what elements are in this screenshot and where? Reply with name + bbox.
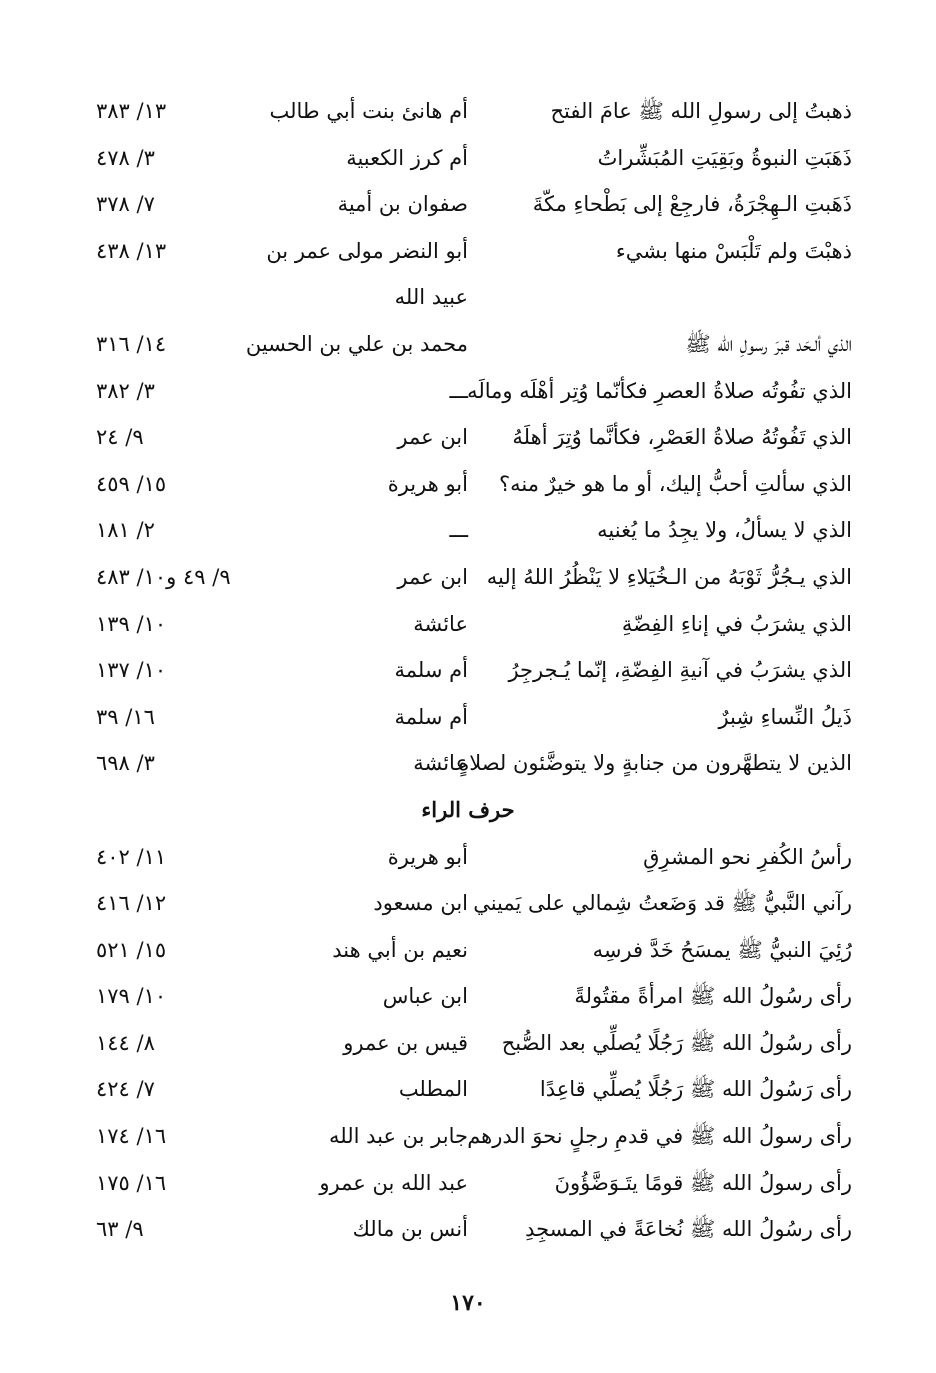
hadith-incipit: ذَيلُ النِّساءِ شِبرٌ: [718, 704, 852, 729]
index-row: [0, 88, 936, 135]
narrator: ابن مسعود: [373, 891, 468, 916]
volume-page-ref: ٩/ ٤٩ و١٠/ ٤٨٣: [96, 564, 231, 589]
hadith-incipit: الذي سألتِ أحبُّ إليك، أو ما هو خيرٌ منه؟: [498, 471, 852, 496]
volume-page-ref: ٩/ ٦٣: [96, 1217, 144, 1242]
index-row: [0, 414, 936, 461]
narrator: ابن عمر: [397, 425, 468, 450]
index-row: [0, 647, 936, 694]
index-row: [0, 601, 936, 648]
index-row: [0, 461, 936, 508]
index-row: [0, 1113, 936, 1160]
hadith-incipit: الذي تفُوتُه صلاةُ العصرِ فكأنّما وُتِر أهْلَه ومالَه: [467, 378, 852, 403]
narrator: عائشة: [413, 751, 468, 776]
volume-page-ref: ١١/ ٤٠٢: [96, 844, 167, 869]
hadith-incipit: ذَهَبَتِ النبوةُ وبَقِيَتِ المُبَشِّراتُ: [597, 145, 852, 170]
index-row: [0, 368, 936, 415]
volume-page-ref: ١٥/ ٤٥٩: [96, 471, 167, 496]
hadith-incipit: الذي يشرَبُ في إناءِ الفِضّةِ: [621, 611, 852, 636]
hadith-incipit: الذي لا يسألُ، ولا يجِدُ ما يُغنيه: [597, 518, 852, 543]
index-row: [0, 507, 936, 554]
section-heading-row: [0, 787, 936, 834]
index-row-continuation: [0, 274, 936, 321]
index-row: [0, 321, 936, 368]
volume-page-ref: ٣/ ٦٩٨: [96, 751, 155, 776]
hadith-incipit: ذهبْتَ ولم تَلْبَسْ منها بشيء: [615, 238, 852, 263]
index-row: [0, 1206, 936, 1253]
volume-page-ref: ١٦/ ١٧٥: [96, 1170, 167, 1195]
volume-page-ref: ٣/ ٤٧٨: [96, 145, 155, 170]
narrator: أبو هريرة: [387, 471, 468, 496]
narrator: أم هانئ بنت أبي طالب: [269, 99, 468, 123]
narrator: عائشة: [413, 611, 468, 636]
hadith-incipit: رأى رسُولُ الله ﷺ رَجُلًا يُصلِّي بعد الصُّبح: [501, 1030, 852, 1055]
hadith-incipit: رأى رسُولُ الله ﷺ نُخاعَةً في المسجِدِ: [525, 1217, 852, 1242]
narrator: صفوان بن أمية: [337, 192, 468, 217]
volume-page-ref: ١٠/ ١٣٩: [96, 611, 167, 636]
hadith-incipit: ذَهَبتِ الـهِجْرَةُ، فارجِعْ إلى بَطْحاءِ مكّةَ: [532, 192, 852, 217]
volume-page-ref: ٧/ ٤٢٤: [96, 1077, 155, 1102]
hadith-incipit: رُئِيَ النبيُّ ﷺ يمسَحُ خَدَّ فرسِه: [592, 937, 852, 962]
index-table: [0, 88, 936, 1253]
hadith-incipit: رآني النَّبيُّ ﷺ قد وَضَعتُ شِمالي على يَميني: [473, 891, 852, 916]
index-row: [0, 880, 936, 927]
index-row: [0, 834, 936, 881]
hadith-incipit: رأى رسولُ الله ﷺ قومًا يتَـوَضَّؤُونَ: [554, 1170, 852, 1195]
index-row: [0, 694, 936, 741]
index-row: [0, 1160, 936, 1207]
narrator: نعيم بن أبي هند: [332, 937, 468, 962]
volume-page-ref: ١٥/ ٥٢١: [96, 937, 167, 962]
narrator: أم سلمة: [394, 704, 468, 729]
index-row: [0, 181, 936, 228]
hadith-incipit: [462, 274, 852, 321]
hadith-incipit: الذين لا يتطهَّرون من جنابةٍ ولا يتوضَّئون لصلاةٍ: [458, 751, 852, 776]
hadith-incipit: رأسُ الكُفرِ نحو المشرِقِ: [643, 844, 852, 869]
index-row: [0, 1020, 936, 1067]
narrator: أبو هريرة: [387, 844, 468, 869]
hadith-incipit: الذي ألـحَد قبرَ رسولِ الله ﷺ: [685, 331, 852, 356]
narrator: ابن عمر: [397, 564, 468, 589]
volume-page-ref: ١٦/ ١٧٤: [96, 1124, 167, 1149]
narrator: عبد الله بن عمرو: [319, 1170, 468, 1195]
narrator: ابن عباس: [382, 984, 468, 1009]
narrator: المطلب: [398, 1077, 468, 1102]
index-row: [0, 973, 936, 1020]
volume-page-ref: ١٦/ ٣٩: [96, 704, 155, 729]
volume-page-ref: ١٢/ ٤١٦: [96, 891, 167, 916]
volume-page-ref: ١٠/ ١٧٩: [96, 984, 167, 1009]
volume-page-ref: ٩/ ٢٤: [96, 425, 144, 450]
volume-page-ref: [96, 274, 256, 321]
narrator: قيس بن عمرو: [343, 1030, 468, 1055]
hadith-incipit: رأى رَسُولُ الله ﷺ رَجُلًا يُصلِّي قاعِدًا: [539, 1077, 852, 1102]
page-number: ١٧٠: [450, 1290, 486, 1316]
hadith-incipit: ذهبتُ إلى رسولِ الله ﷺ عامَ الفتح: [550, 99, 852, 123]
section-heading: حرف الراء: [421, 796, 515, 822]
index-row: [0, 554, 936, 601]
narrator: أبو النضر مولى عمر بن: [266, 238, 468, 263]
volume-page-ref: ١٠/ ١٣٧: [96, 658, 167, 683]
hadith-incipit: رأى رسُولُ الله ﷺ امرأةً مقتُولةً: [574, 984, 852, 1009]
index-row: [0, 228, 936, 275]
volume-page-ref: ١٤/ ٣١٦: [96, 331, 167, 356]
narrator: ـــ: [449, 378, 468, 403]
narrator: ـــ: [449, 518, 468, 543]
hadith-incipit: الذي تَفُوتُهُ صلاةُ العَصْرِ، فكأنَّما وُتِرَ أهلَهُ: [512, 425, 852, 450]
hadith-incipit: الذي يشرَبُ في آنيةِ الفِضّةِ، إنّما يُـجرجِرُ: [508, 658, 852, 683]
index-row: [0, 740, 936, 787]
hadith-incipit: رأى رسولُ الله ﷺ في قدمِ رجلٍ نحوَ الدرهم: [467, 1124, 852, 1149]
volume-page-ref: ٧/ ٣٧٨: [96, 192, 155, 217]
volume-page-ref: ١٣/ ٣٨٣: [96, 99, 167, 123]
index-row: [0, 1066, 936, 1113]
narrator: أم كرز الكعبية: [346, 145, 468, 170]
volume-page-ref: ٢/ ١٨١: [96, 518, 155, 543]
index-row: [0, 135, 936, 182]
narrator: أم سلمة: [394, 658, 468, 683]
hadith-incipit: الذي يـجُرُّ ثَوْبَهُ من الـخُيَلاءِ لا يَنْظُرُ اللهُ إليه: [486, 564, 852, 589]
narrator: محمد بن علي بن الحسين: [245, 331, 468, 356]
volume-page-ref: ٣/ ٣٨٢: [96, 378, 155, 403]
index-row: [0, 927, 936, 974]
narrator: أنس بن مالك: [352, 1217, 468, 1242]
narrator: عبيد الله: [394, 285, 468, 310]
narrator: جابر بن عبد الله: [328, 1124, 468, 1149]
volume-page-ref: ٨/ ١٤٤: [96, 1030, 155, 1055]
volume-page-ref: ١٣/ ٤٣٨: [96, 238, 167, 263]
